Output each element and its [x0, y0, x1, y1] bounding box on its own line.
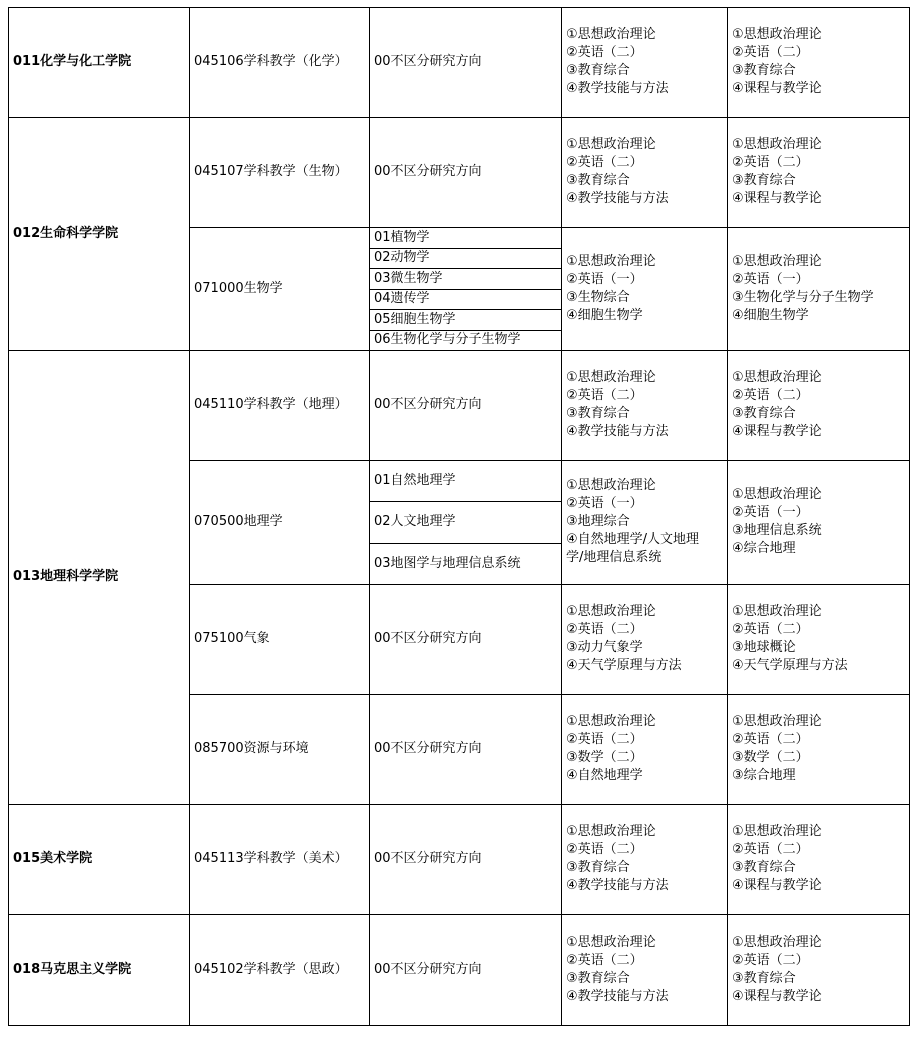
subject-line: ②英语（二）	[566, 45, 643, 60]
table-border	[369, 309, 561, 310]
college-name: 011化学与化工学院	[13, 54, 132, 69]
subject-line: ②英语（一）	[732, 271, 809, 287]
major-name: 071000生物学	[194, 280, 283, 296]
retest-subjects	[728, 584, 909, 694]
subject-line: ③综合地理	[732, 768, 796, 783]
subject-line: ②英语（二）	[732, 842, 809, 857]
subject-line: ②英语（二）	[566, 952, 643, 968]
subject-line: ②英语（二）	[732, 388, 809, 403]
subject-line: ②英语（一）	[732, 505, 809, 520]
exam-subjects	[562, 350, 727, 460]
subject-line: ②英语（二）	[566, 842, 643, 857]
retest-subjects	[728, 350, 909, 460]
table-border	[909, 7, 910, 1026]
subject-line: ①思想政治理论	[566, 27, 656, 42]
major-name: 045107学科教学（生物）	[194, 164, 348, 179]
research-direction: 00不区分研究方向	[374, 961, 482, 977]
subject-line: ④课程与教学论	[732, 424, 822, 439]
subject-line: ②英语（二）	[566, 155, 643, 170]
table-border	[369, 330, 561, 331]
subject-line: ①思想政治理论	[566, 604, 656, 619]
retest-subjects	[728, 227, 909, 350]
subject-line: ④课程与教学论	[732, 988, 822, 1004]
subject-line: ④细胞生物学	[566, 307, 643, 323]
subject-line: ①思想政治理论	[732, 253, 822, 269]
subject-line: ③数学（二）	[566, 750, 643, 765]
subject-line: ③教育综合	[732, 173, 796, 188]
research-direction: 02动物学	[374, 250, 430, 265]
subject-line: ③教育综合	[732, 406, 796, 421]
subject-line: ①思想政治理论	[732, 137, 822, 152]
major-name: 045113学科教学（美术）	[194, 851, 348, 866]
subject-line: ③地理信息系统	[732, 523, 822, 538]
exam-subjects	[562, 117, 727, 227]
subject-line: ③教育综合	[566, 860, 630, 875]
subject-line: ④自然地理学	[566, 768, 643, 783]
subject-line: ①思想政治理论	[732, 934, 822, 950]
exam-subjects	[562, 804, 727, 914]
research-direction: 00不区分研究方向	[374, 397, 482, 412]
subject-line: ③生物化学与分子生物学	[732, 289, 874, 305]
retest-subjects	[728, 7, 909, 117]
college-name: 012生命科学学院	[13, 225, 119, 241]
major-name: 075100气象	[194, 631, 270, 646]
subject-line: ③教育综合	[732, 970, 796, 986]
table-border	[8, 1025, 910, 1026]
research-direction: 00不区分研究方向	[374, 741, 482, 756]
subject-line: ④自然地理学/人文地理	[566, 532, 700, 547]
subject-line: ④综合地理	[732, 541, 796, 556]
subject-line: ④天气学原理与方法	[566, 658, 682, 673]
subject-line: ④课程与教学论	[732, 81, 822, 96]
subject-line: ③教育综合	[566, 63, 630, 78]
subject-line: ③生物综合	[566, 289, 630, 305]
research-direction: 06生物化学与分子生物学	[374, 332, 521, 347]
subject-line: ④课程与教学论	[732, 878, 822, 893]
subject-line: ①思想政治理论	[566, 478, 656, 493]
research-direction: 04遗传学	[374, 291, 430, 306]
college-name: 013地理科学学院	[13, 569, 119, 584]
college-name: 015美术学院	[13, 851, 93, 866]
subject-line: ①思想政治理论	[566, 137, 656, 152]
table-border	[369, 289, 561, 290]
subject-line: ④教学技能与方法	[566, 424, 669, 439]
major-name: 070500地理学	[194, 514, 283, 529]
exam-subjects	[562, 7, 727, 117]
subject-line: ②英语（二）	[566, 732, 643, 747]
retest-subjects	[728, 804, 909, 914]
subject-line: ②英语（二）	[566, 388, 643, 403]
retest-subjects	[728, 460, 909, 584]
exam-subjects	[562, 460, 727, 584]
subject-line: ①思想政治理论	[566, 824, 656, 839]
subject-line: ④天气学原理与方法	[732, 658, 848, 673]
retest-subjects	[728, 117, 909, 227]
subject-line: ①思想政治理论	[732, 604, 822, 619]
subject-line: ③教育综合	[732, 860, 796, 875]
major-name: 045110学科教学（地理）	[194, 397, 348, 412]
subject-line: ③数学（二）	[732, 750, 809, 765]
subject-line: ①思想政治理论	[732, 27, 822, 42]
subject-line: ④教学技能与方法	[566, 191, 669, 206]
subject-line: ①思想政治理论	[566, 253, 656, 269]
table-border	[369, 268, 561, 269]
subject-line: ①思想政治理论	[566, 934, 656, 950]
subject-line: ①思想政治理论	[566, 714, 656, 729]
table-border	[369, 543, 561, 544]
subject-line: ①思想政治理论	[566, 370, 656, 385]
subject-line: ④细胞生物学	[732, 307, 809, 323]
subject-line: ③动力气象学	[566, 640, 643, 655]
subject-line: ①思想政治理论	[732, 370, 822, 385]
research-direction: 00不区分研究方向	[374, 631, 482, 646]
subject-line: ②英语（二）	[732, 952, 809, 968]
subject-line: ②英语（一）	[566, 271, 643, 287]
major-name: 045102学科教学（思政）	[194, 961, 348, 977]
table-border	[369, 501, 561, 502]
subject-line: ③教育综合	[566, 406, 630, 421]
major-name: 085700资源与环境	[194, 741, 309, 756]
exam-subjects	[562, 227, 727, 350]
subject-line: ③地理综合	[566, 514, 630, 529]
subject-line: ①思想政治理论	[732, 487, 822, 502]
research-direction: 00不区分研究方向	[374, 54, 482, 69]
retest-subjects	[728, 914, 909, 1025]
subject-line: ④教学技能与方法	[566, 988, 669, 1004]
exam-subjects	[562, 914, 727, 1025]
research-direction: 00不区分研究方向	[374, 164, 482, 179]
subject-line: ④课程与教学论	[732, 191, 822, 206]
exam-subjects	[562, 694, 727, 804]
subject-line: ③教育综合	[566, 970, 630, 986]
subject-line: ②英语（二）	[732, 45, 809, 60]
subject-line: ②英语（二）	[732, 155, 809, 170]
subject-line: ③教育综合	[732, 63, 796, 78]
subject-line: ④教学技能与方法	[566, 878, 669, 893]
research-direction: 03微生物学	[374, 270, 443, 286]
table-border	[369, 248, 561, 249]
subject-line: ②英语（二）	[732, 732, 809, 747]
retest-subjects	[728, 694, 909, 804]
research-direction: 05细胞生物学	[374, 311, 456, 327]
subject-line: ③教育综合	[566, 173, 630, 188]
subject-line: ④教学技能与方法	[566, 81, 669, 96]
exam-subjects	[562, 584, 727, 694]
research-direction: 01植物学	[374, 229, 430, 245]
college-name: 018马克思主义学院	[13, 961, 132, 977]
research-direction: 02人文地理学	[374, 514, 456, 529]
research-direction: 00不区分研究方向	[374, 851, 482, 866]
subject-line: ③地球概论	[732, 640, 796, 655]
subject-line: ①思想政治理论	[732, 714, 822, 729]
research-direction: 01自然地理学	[374, 472, 456, 488]
research-direction: 03地图学与地理信息系统	[374, 555, 521, 571]
subject-line: ②英语（一）	[566, 496, 643, 511]
subject-line: ②英语（二）	[566, 622, 643, 637]
subject-line: ①思想政治理论	[732, 824, 822, 839]
subject-line: 学/地理信息系统	[566, 550, 662, 565]
subject-line: ②英语（二）	[732, 622, 809, 637]
major-name: 045106学科教学（化学）	[194, 54, 348, 69]
